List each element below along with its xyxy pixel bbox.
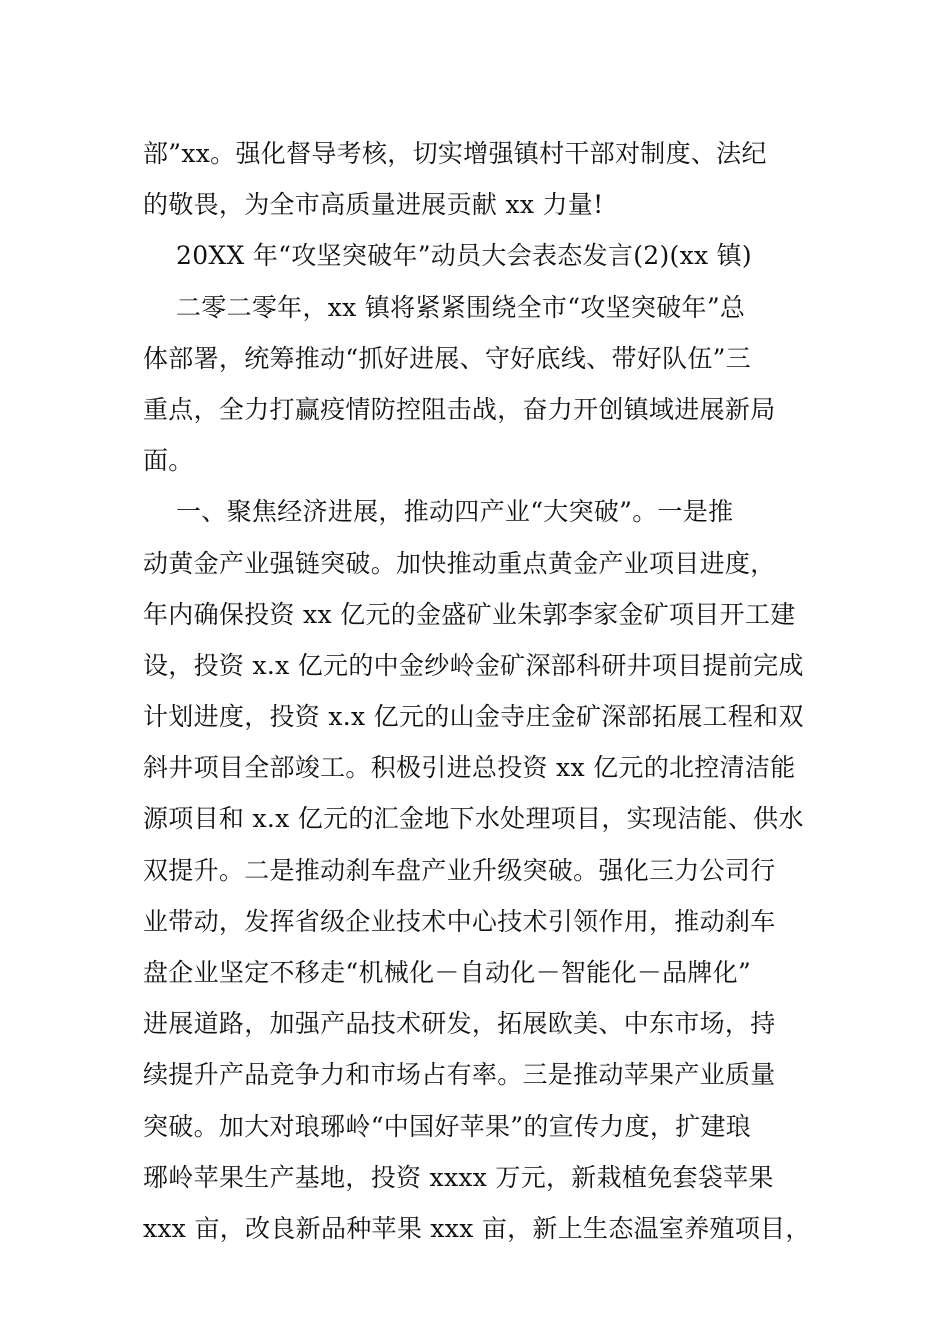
text-line: 的敬畏，为全市高质量进展贡献 xx 力量! [143,190,604,220]
text-line: xxx 亩，改良新品种苹果 xxx 亩，新上生态温室养殖项目， [143,1213,811,1243]
text-line: 源项目和 x.x 亿元的汇金地下水处理项目，实现洁能、供水 [143,804,804,834]
text-line: 业带动，发挥省级企业技术中心技术引领作用，推动刹车 [143,906,776,936]
text-line: 一、聚焦经济进展，推动四产业“大突破”。一是推 [143,497,734,527]
text-line: 进展道路，加强产品技术研发，拓展欧美、中东市场，持 [143,1009,776,1039]
text-line: 双提升。二是推动刹车盘产业升级突破。强化三力公司行 [143,855,776,885]
text-line: 计划进度，投资 x.x 亿元的山金寺庄金矿深部拓展工程和双 [143,702,804,732]
text-line: 斜井项目全部竣工。积极引进总投资 xx 亿元的北控清洁能 [143,753,796,783]
text-line: 突破。加大对琅琊岭“中国好苹果”的宣传力度，扩建琅 [143,1111,752,1141]
text-line: 盘企业坚定不移走“机械化－自动化－智能化－品牌化” [143,958,752,987]
text-line: 续提升产品竞争力和市场占有率。三是推动苹果产业质量 [143,1060,776,1090]
text-line: 面。 [143,446,194,476]
text-line: 琊岭苹果生产基地，投资 xxxx 万元，新栽植免套袋苹果 [143,1162,774,1192]
text-line: 部”xx。强化督导考核，切实增强镇村干部对制度、法纪 [143,139,767,168]
text-line: 动黄金产业强链突破。加快推动重点黄金产业项目进度， [143,548,776,578]
document-body [143,128,813,1254]
text-line: 二零二零年，xx 镇将紧紧围绕全市“攻坚突破年”总 [143,292,746,322]
section-title-line: 20XX 年“攻坚突破年”动员大会表态发言(2)(xx 镇) [143,241,752,271]
text-line: 体部署，统筹推动“抓好进展、守好底线、带好队伍”三 [143,343,752,373]
text-line: 重点，全力打赢疫情防控阻击战，奋力开创镇域进展新局 [143,394,776,424]
text-line: 设，投资 x.x 亿元的中金纱岭金矿深部科研井项目提前完成 [143,650,804,680]
text-line: 年内确保投资 xx 亿元的金盛矿业朱郭李家金矿项目开工建 [143,599,796,629]
